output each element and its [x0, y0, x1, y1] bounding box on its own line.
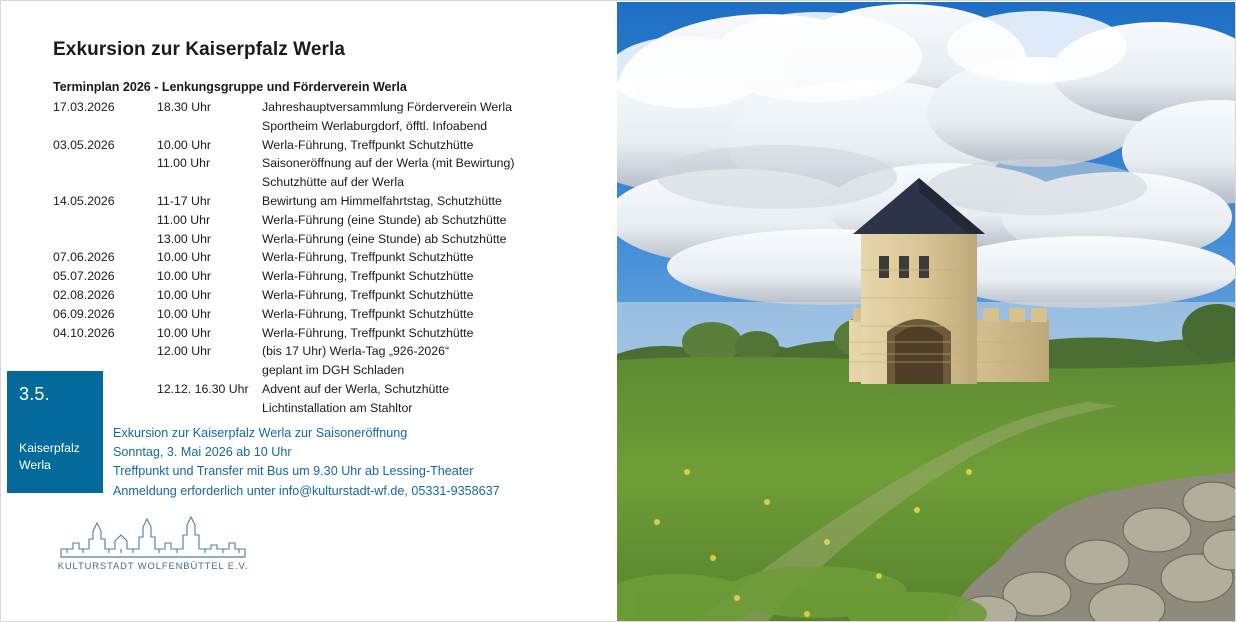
schedule-time: 10.00 Uhr — [157, 325, 212, 340]
schedule-date — [53, 342, 157, 361]
schedule-time: 11.00 Uhr — [157, 212, 211, 227]
schedule-date: 02.08.2026 — [53, 287, 115, 302]
schedule-date: 14.05.2026 — [53, 193, 115, 208]
schedule-time: 10.00 Uhr — [157, 306, 212, 321]
table-row — [53, 230, 598, 249]
schedule-description: Schutzhütte auf der Werla — [262, 175, 404, 190]
schedule-time: 11.00 Uhr — [157, 156, 211, 171]
promo-line-2: Sonntag, 3. Mai 2026 ab 10 Uhr — [113, 445, 292, 460]
event-place-line1: Kaiserpfalz — [19, 441, 80, 455]
schedule-description: Werla-Führung, Treffpunkt Schutzhütte — [262, 287, 474, 302]
skyline-icon — [53, 513, 253, 561]
event-place — [19, 440, 80, 474]
schedule-time — [157, 117, 262, 136]
schedule-time — [157, 399, 262, 418]
schedule-date — [53, 230, 157, 249]
table-row — [53, 192, 598, 211]
promo-text-block — [113, 424, 500, 501]
schedule-date — [53, 173, 157, 192]
table-row — [53, 117, 598, 136]
schedule-time: 11-17 Uhr — [157, 193, 211, 208]
schedule-description: Advent auf der Werla, Schutzhütte — [262, 381, 450, 396]
schedule-time — [157, 173, 262, 192]
table-row — [53, 248, 598, 267]
promo-line-1: Exkursion zur Kaiserpfalz Werla zur Saisoneröffnung — [113, 426, 408, 440]
schedule-date: 03.05.2026 — [53, 137, 115, 152]
promo-line-4: Anmeldung erforderlich unter info@kulturstadt-wf.de, 05331-9358637 — [113, 483, 500, 498]
table-row — [53, 267, 598, 286]
event-place-line2: Werla — [19, 458, 51, 472]
schedule-time: 12.00 Uhr — [157, 344, 212, 359]
schedule-description: Lichtinstallation am Stahltor — [262, 400, 413, 415]
schedule-description: Werla-Führung, Treffpunkt Schutzhütte — [262, 137, 474, 152]
table-row — [53, 361, 598, 380]
event-highlight-box — [7, 371, 103, 493]
schedule-date: 06.09.2026 — [53, 306, 115, 321]
schedule-description: Werla-Führung (eine Stunde) ab Schutzhütte — [262, 231, 507, 246]
table-row — [53, 286, 598, 305]
event-date: 3.5. — [19, 384, 50, 404]
schedule-description: Sportheim Werlaburgdorf, öfftl. Infoabend — [262, 118, 488, 133]
schedule-description: Werla-Führung, Treffpunkt Schutzhütte — [262, 325, 474, 340]
table-row — [53, 98, 598, 117]
table-row — [53, 305, 598, 324]
schedule-date — [53, 154, 157, 173]
page-title: Exkursion zur Kaiserpfalz Werla — [53, 39, 346, 60]
logo-caption: KULTURSTADT WOLFENBÜTTEL E.V. — [57, 560, 249, 571]
schedule-description: Werla-Führung (eine Stunde) ab Schutzhütte — [262, 212, 507, 227]
schedule-time: 10.00 Uhr — [157, 137, 212, 152]
schedule-description: Saisoneröffnung auf der Werla (mit Bewirtung) — [262, 156, 515, 171]
schedule-description: Jahreshauptversammlung Förderverein Werla — [262, 100, 512, 114]
table-row — [53, 154, 598, 173]
table-row — [53, 173, 598, 192]
schedule-time — [157, 361, 262, 380]
schedule-date: 04.10.2026 — [53, 325, 115, 340]
schedule-description: (bis 17 Uhr) Werla-Tag „926-2026“ — [262, 344, 450, 359]
schedule-body — [53, 98, 598, 418]
schedule-description: Bewirtung am Himmelfahrtstag, Schutzhütte — [262, 193, 502, 208]
schedule-subtitle: Terminplan 2026 - Lenkungsgruppe und Förderverein Werla — [53, 80, 407, 94]
schedule-description: Werla-Führung, Treffpunkt Schutzhütte — [262, 269, 474, 284]
schedule-date — [53, 211, 157, 230]
schedule-time: 13.00 Uhr — [157, 231, 212, 246]
schedule-description: Werla-Führung, Treffpunkt Schutzhütte — [262, 250, 474, 265]
schedule-date: 17.03.2026 — [53, 100, 115, 114]
promo-line-3: Treffpunkt und Transfer mit Bus um 9.30 Uhr ab Lessing-Theater — [113, 464, 474, 479]
schedule-table — [53, 98, 598, 418]
schedule-time: 10.00 Uhr — [157, 287, 212, 302]
table-row — [53, 399, 598, 418]
table-row — [53, 211, 598, 230]
table-row — [53, 342, 598, 361]
table-row — [53, 324, 598, 343]
schedule-description: Werla-Führung, Treffpunkt Schutzhütte — [262, 306, 474, 321]
photo-kaiserpfalz-werla — [617, 2, 1236, 622]
photo-illustration — [617, 2, 1236, 622]
table-row — [53, 136, 598, 155]
schedule-date — [53, 117, 157, 136]
left-content-column — [1, 1, 617, 621]
logo — [53, 513, 253, 575]
schedule-time: 10.00 Uhr — [157, 250, 212, 265]
schedule-time: 18.30 Uhr — [157, 100, 212, 114]
schedule-date: 07.06.2026 — [53, 250, 115, 265]
schedule-time: 12.12. 16.30 Uhr — [157, 381, 249, 396]
schedule-description: geplant im DGH Schladen — [262, 363, 405, 378]
schedule-date: 05.07.2026 — [53, 269, 115, 284]
schedule-time: 10.00 Uhr — [157, 269, 212, 284]
table-row — [53, 380, 598, 399]
